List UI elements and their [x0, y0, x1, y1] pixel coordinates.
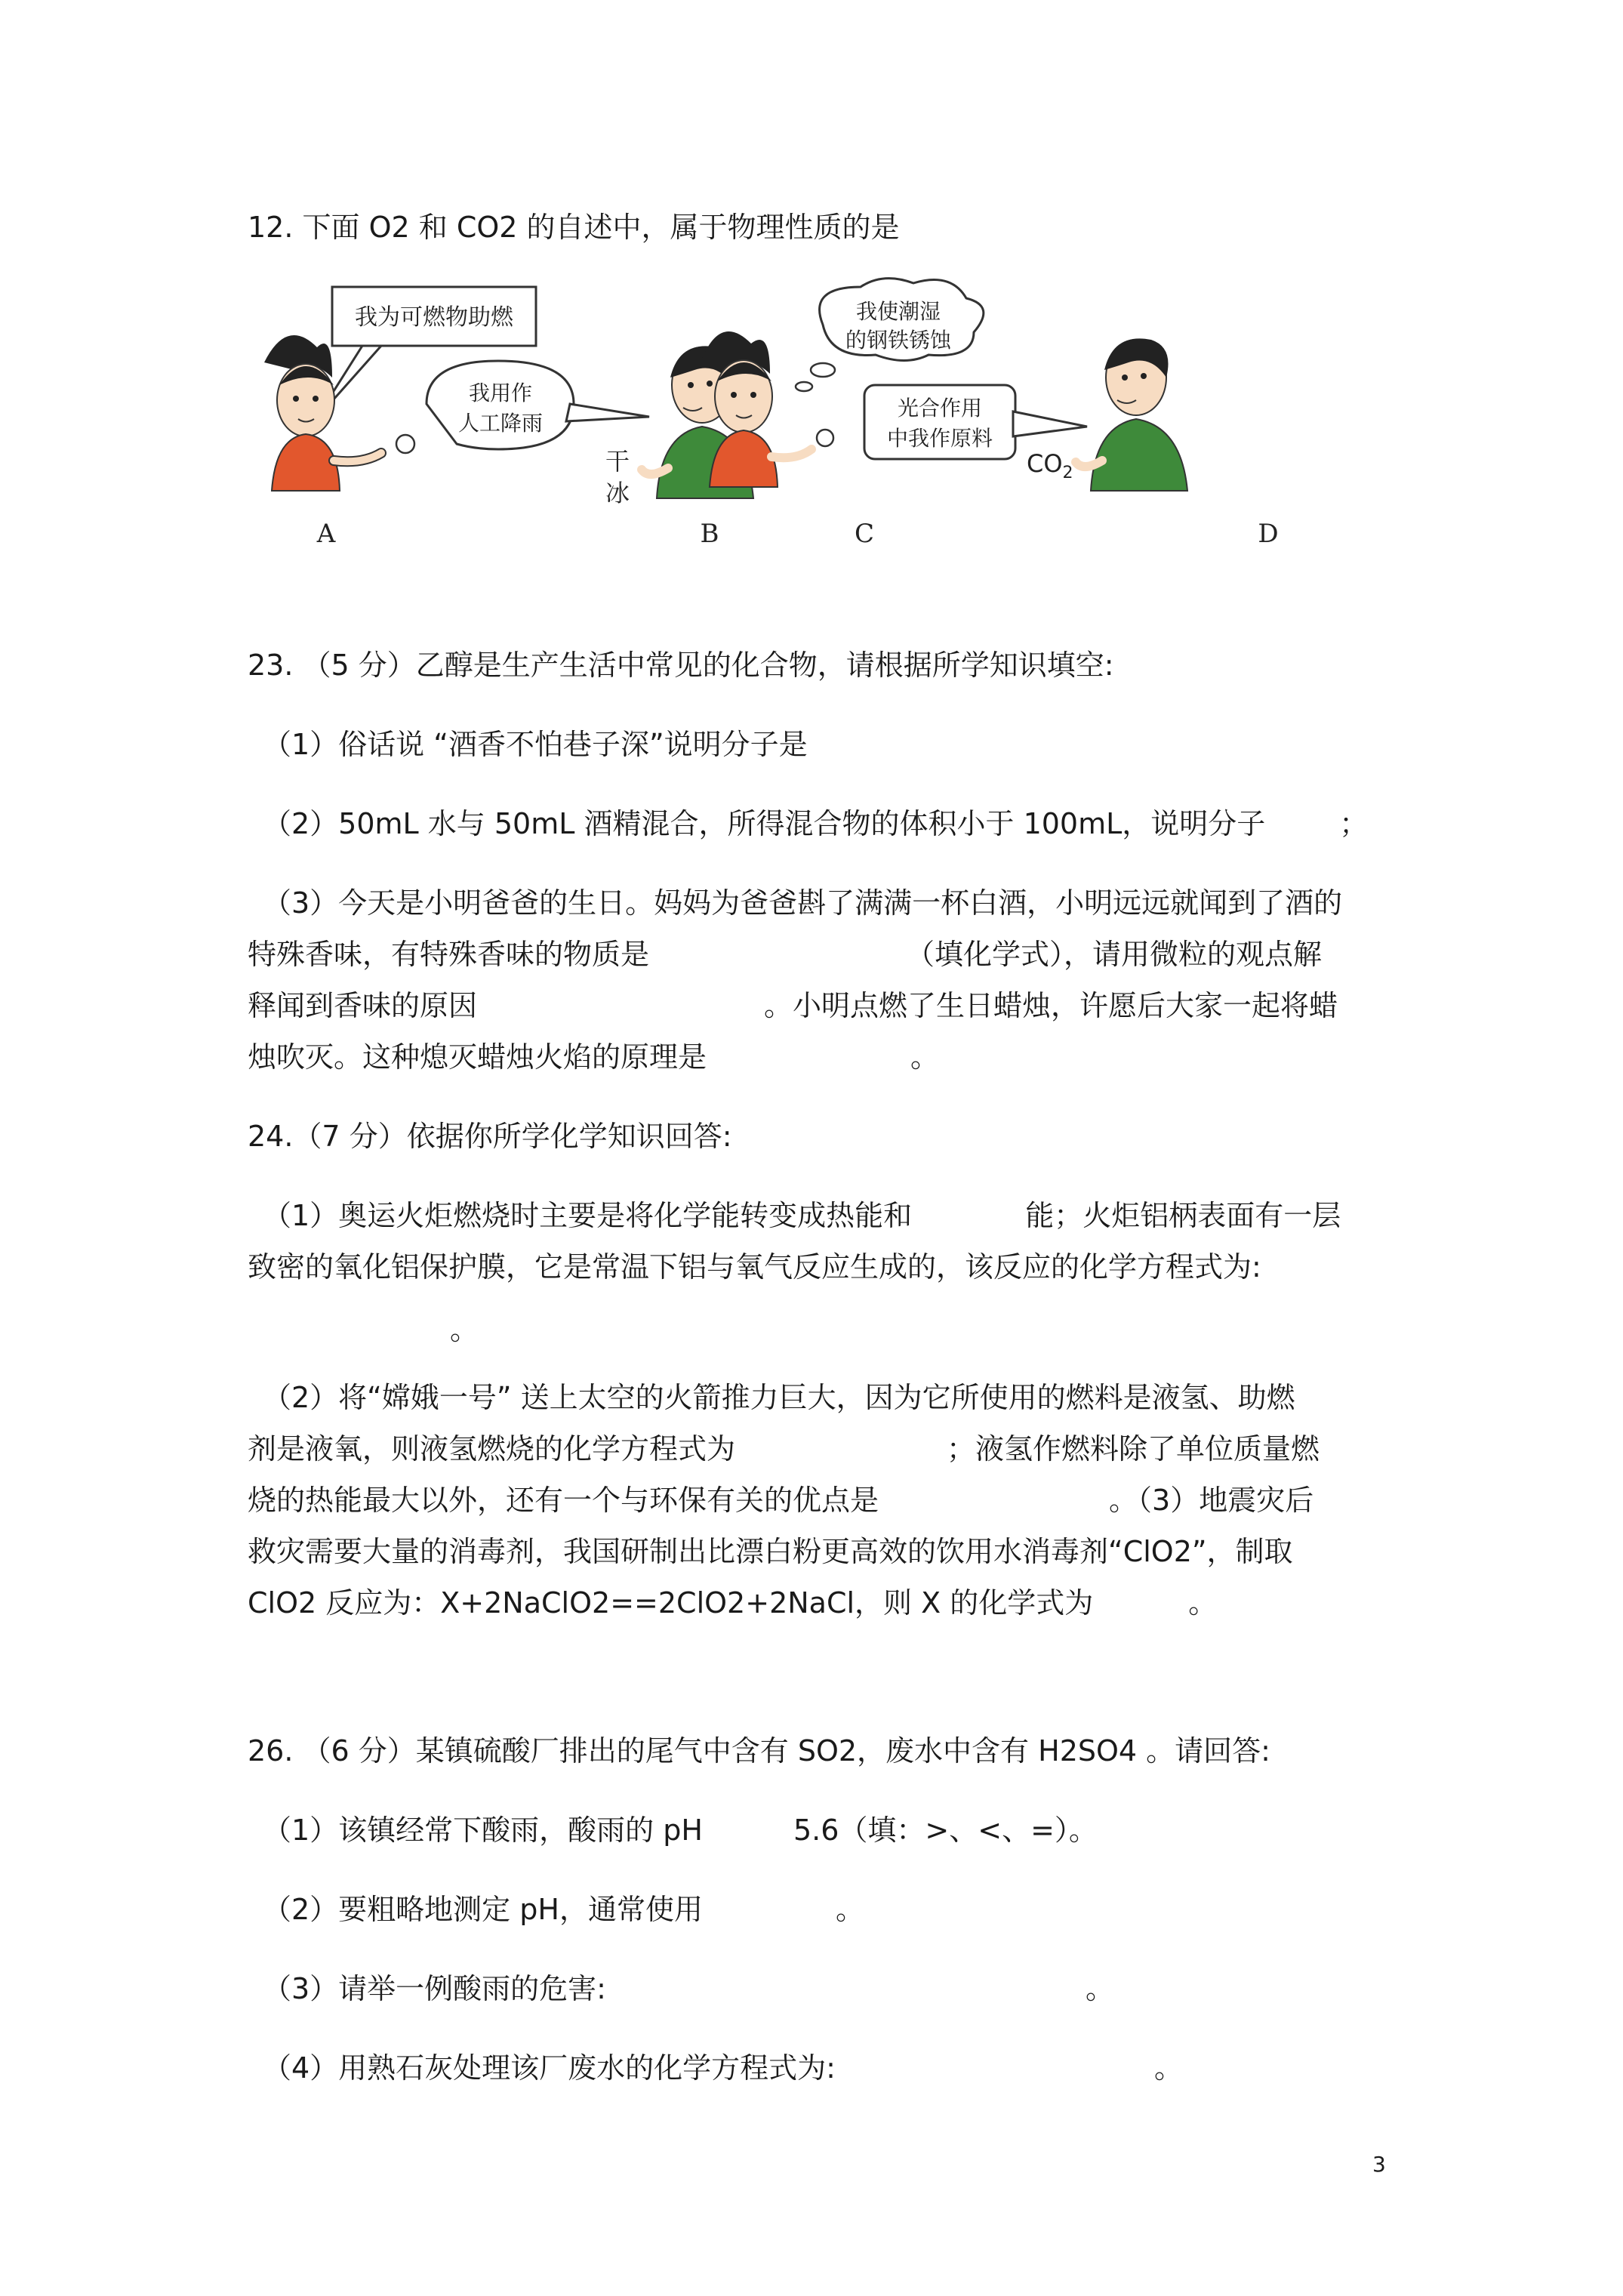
girl-a [264, 335, 414, 491]
page-number: 3 [1372, 2152, 1386, 2177]
q23-part2: （2）50mL 水与 50mL 酒精混合，所得混合物的体积小于 100mL，说明分子 ； [263, 807, 1369, 840]
label-dry-ice-1: 干 [605, 447, 630, 476]
svg-text:我用作: 我用作 [468, 381, 533, 405]
svg-text:的钢铁锈蚀: 的钢铁锈蚀 [845, 328, 952, 353]
q24-part1-line1: （1）奥运火炬燃烧时主要是将化学能转变成热能和 能；火炬铝柄表面有一层 [263, 1199, 1341, 1232]
q24-stem: 24.（7 分）依据你所学化学知识回答: [248, 1120, 732, 1153]
girl-c [702, 331, 833, 487]
option-a: A [316, 519, 336, 549]
option-b: B [700, 519, 719, 549]
q24-part2-line2: 剂是液氧，则液氢燃烧的化学方程式为 ；液氢作燃料除了单位质量燃 [248, 1432, 1320, 1465]
q24-part1-line3: 。 [450, 1313, 479, 1346]
label-dry-ice-2: 冰 [605, 479, 630, 507]
q23-part3-line4: 烛吹灭。这种熄灭蜡烛火焰的原理是 。 [248, 1040, 940, 1074]
q26-part4: （4）用熟石灰处理该厂废水的化学方程式为: 。 [263, 2051, 1183, 2085]
svg-text:中我作原料: 中我作原料 [886, 426, 993, 451]
q24-part2-line3: 烧的热能最大以外，还有一个与环保有关的优点是 。（3）地震灾后 [248, 1484, 1314, 1517]
q23-stem: 23. （5 分）乙醇是生产生活中常见的化合物，请根据所学知识填空: [248, 649, 1114, 682]
q23-part3-line1: （3）今天是小明爸爸的生日。妈妈为爸爸斟了满满一杯白酒，小明远远就闻到了酒的 [263, 886, 1343, 920]
q23-part3-line3: 释闻到香味的原因 。小明点燃了生日蜡烛，许愿后大家一起将蜡 [248, 989, 1338, 1022]
q24-part2-line1: （2）将“嫦娥一号” 送上太空的火箭推力巨大，因为它所使用的燃料是液氢、助燃 [263, 1381, 1295, 1414]
option-d: D [1258, 519, 1279, 549]
q26-part1: （1）该镇经常下酸雨，酸雨的 pH 5.6（填：>、<、=）。 [263, 1814, 1098, 1847]
label-co2: $CO_2$ [1027, 449, 1073, 482]
bubble-c [796, 279, 984, 391]
option-c: C [854, 519, 875, 549]
q12-stem: 12. 下面 O2 和 CO2 的自述中，属于物理性质的是 [248, 211, 900, 244]
bubble-d [864, 385, 1087, 459]
svg-text:我使潮湿: 我使潮湿 [855, 299, 941, 324]
q23-part1: （1）俗话说 “酒香不怕巷子深”说明分子是 [263, 728, 808, 761]
bubble-b [427, 361, 649, 449]
q24-part3-line1: 救灾需要大量的消毒剂，我国研制出比漂白粉更高效的饮用水消毒剂“ClO2”，制取 [248, 1535, 1293, 1568]
boy-d [1076, 338, 1187, 491]
q26-stem: 26. （6 分）某镇硫酸厂排出的尾气中含有 SO2，废水中含有 H2SO4 。请回答: [248, 1734, 1270, 1767]
q26-part3: （3）请举一例酸雨的危害: 。 [263, 1972, 1114, 2005]
q24-part1-line2: 致密的氧化铝保护膜，它是常温下铝与氧气反应生成的，该反应的化学方程式为: [248, 1250, 1261, 1284]
q23-part3-line2: 特殊香味，有特殊香味的物质是 （填化学式），请用微粒的观点解 [248, 938, 1323, 971]
svg-text:人工降雨: 人工降雨 [457, 411, 544, 436]
q26-part2: （2）要粗略地测定 pH，通常使用 。 [263, 1893, 864, 1926]
q12-illustration [249, 272, 1329, 551]
svg-text:光合作用: 光合作用 [897, 396, 983, 421]
q24-part3-line2: ClO2 反应为：X+2NaClO2==2ClO2+2NaCl，则 X 的化学式为 。 [248, 1586, 1218, 1620]
bubble-a-text: 我为可燃物助燃 [355, 304, 513, 331]
